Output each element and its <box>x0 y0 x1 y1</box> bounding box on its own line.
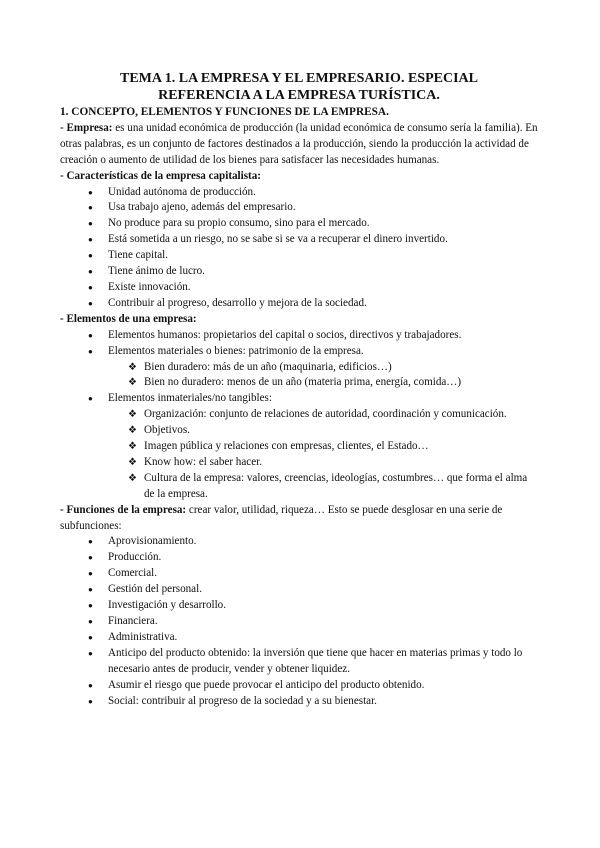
sublist-item: ❖ Bien no duradero: menos de un año (materia prima, energía, comida…) <box>60 375 538 391</box>
list-item: ● No produce para su propio consumo, sino para el mercado. <box>60 216 538 232</box>
list-item: ● Unidad autónoma de producción. <box>60 185 538 201</box>
elementos-heading <box>60 312 538 328</box>
document-page <box>60 70 538 709</box>
list-item: ● Asumir el riesgo que puede provocar el anticipo del producto obtenido. <box>60 678 538 694</box>
sublist-item: ❖ Know how: el saber hacer. <box>60 455 538 471</box>
empresa-text: es una unidad económica de producción (la unidad económica de consumo sería la familia). En otras palabras, es un conjunto de factores destinados a la producción, siendo la producción la actividad de creación o aumento de utilidad de los bienes para satisfacer las necesidades humanas. <box>60 121 538 166</box>
document-title <box>60 70 538 104</box>
elementos-list <box>60 328 538 503</box>
list-item-materiales <box>60 344 538 392</box>
elementos-label: - Elementos de una empresa: <box>60 312 197 325</box>
sublist-item: ❖ Objetivos. <box>60 423 538 439</box>
inmateriales-sublist <box>108 407 538 502</box>
sublist-item: ❖ Cultura de la empresa: valores, creencias, ideologías, costumbres… que forma el alma de la empresa. <box>60 471 538 503</box>
sublist-item: ❖ Bien duradero: más de un año (maquinaria, edificios…) <box>60 360 538 376</box>
funciones-text: crear valor, utilidad, riqueza… Esto se puede desglosar en una serie de subfunciones: <box>60 503 503 532</box>
title-line-2: REFERENCIA A LA EMPRESA TURÍSTICA. <box>158 88 440 103</box>
funciones-list <box>60 534 538 709</box>
materiales-text: Elementos materiales o bienes: patrimonio de la empresa. <box>108 344 364 357</box>
list-item: ● Producción. <box>60 550 538 566</box>
list-item: ● Financiera. <box>60 614 538 630</box>
list-item: ● Administrativa. <box>60 630 538 646</box>
list-item-inmateriales <box>60 391 538 502</box>
caracteristicas-list <box>60 185 538 312</box>
inmateriales-text: Elementos inmateriales/no tangibles: <box>108 392 272 405</box>
title-line-1: TEMA 1. LA EMPRESA Y EL EMPRESARIO. ESPECIAL <box>120 71 478 86</box>
empresa-label: - Empresa: <box>60 121 113 134</box>
materiales-sublist <box>108 360 538 392</box>
section-heading: 1. CONCEPTO, ELEMENTOS Y FUNCIONES DE LA EMPRESA. <box>60 106 389 118</box>
sublist-item: ❖ Organización: conjunto de relaciones de autoridad, coordinación y comunicación. <box>60 407 538 423</box>
list-item: ● Está sometida a un riesgo, no se sabe si se va a recuperar el dinero invertido. <box>60 232 538 248</box>
list-item: ● Tiene ánimo de lucro. <box>60 264 538 280</box>
list-item: ● Investigación y desarrollo. <box>60 598 538 614</box>
list-item: ● Social: contribuir al progreso de la sociedad y a su bienestar. <box>60 694 538 710</box>
funciones-label: - Funciones de la empresa: <box>60 503 187 516</box>
empresa-paragraph <box>60 121 538 169</box>
list-item: ● Gestión del personal. <box>60 582 538 598</box>
list-item: ● Tiene capital. <box>60 248 538 264</box>
list-item: ● Aprovisionamiento. <box>60 534 538 550</box>
sublist-item: ❖ Imagen pública y relaciones con empresas, clientes, el Estado… <box>60 439 538 455</box>
list-item: ● Anticipo del producto obtenido: la inversión que tiene que hacer en materias primas y todo lo necesario antes de producir, vender y obtener liquidez. <box>60 646 538 678</box>
list-item: ● Comercial. <box>60 566 538 582</box>
list-item: ● Contribuir al progreso, desarrollo y mejora de la sociedad. <box>60 296 538 312</box>
list-item: ● Elementos humanos: propietarios del capital o socios, directivos y trabajadores. <box>60 328 538 344</box>
list-item: ● Usa trabajo ajeno, además del empresario. <box>60 200 538 216</box>
caracteristicas-label: - Características de la empresa capitalista: <box>60 169 261 182</box>
list-item: ● Existe innovación. <box>60 280 538 296</box>
caracteristicas-heading <box>60 169 538 185</box>
funciones-paragraph <box>60 503 538 535</box>
